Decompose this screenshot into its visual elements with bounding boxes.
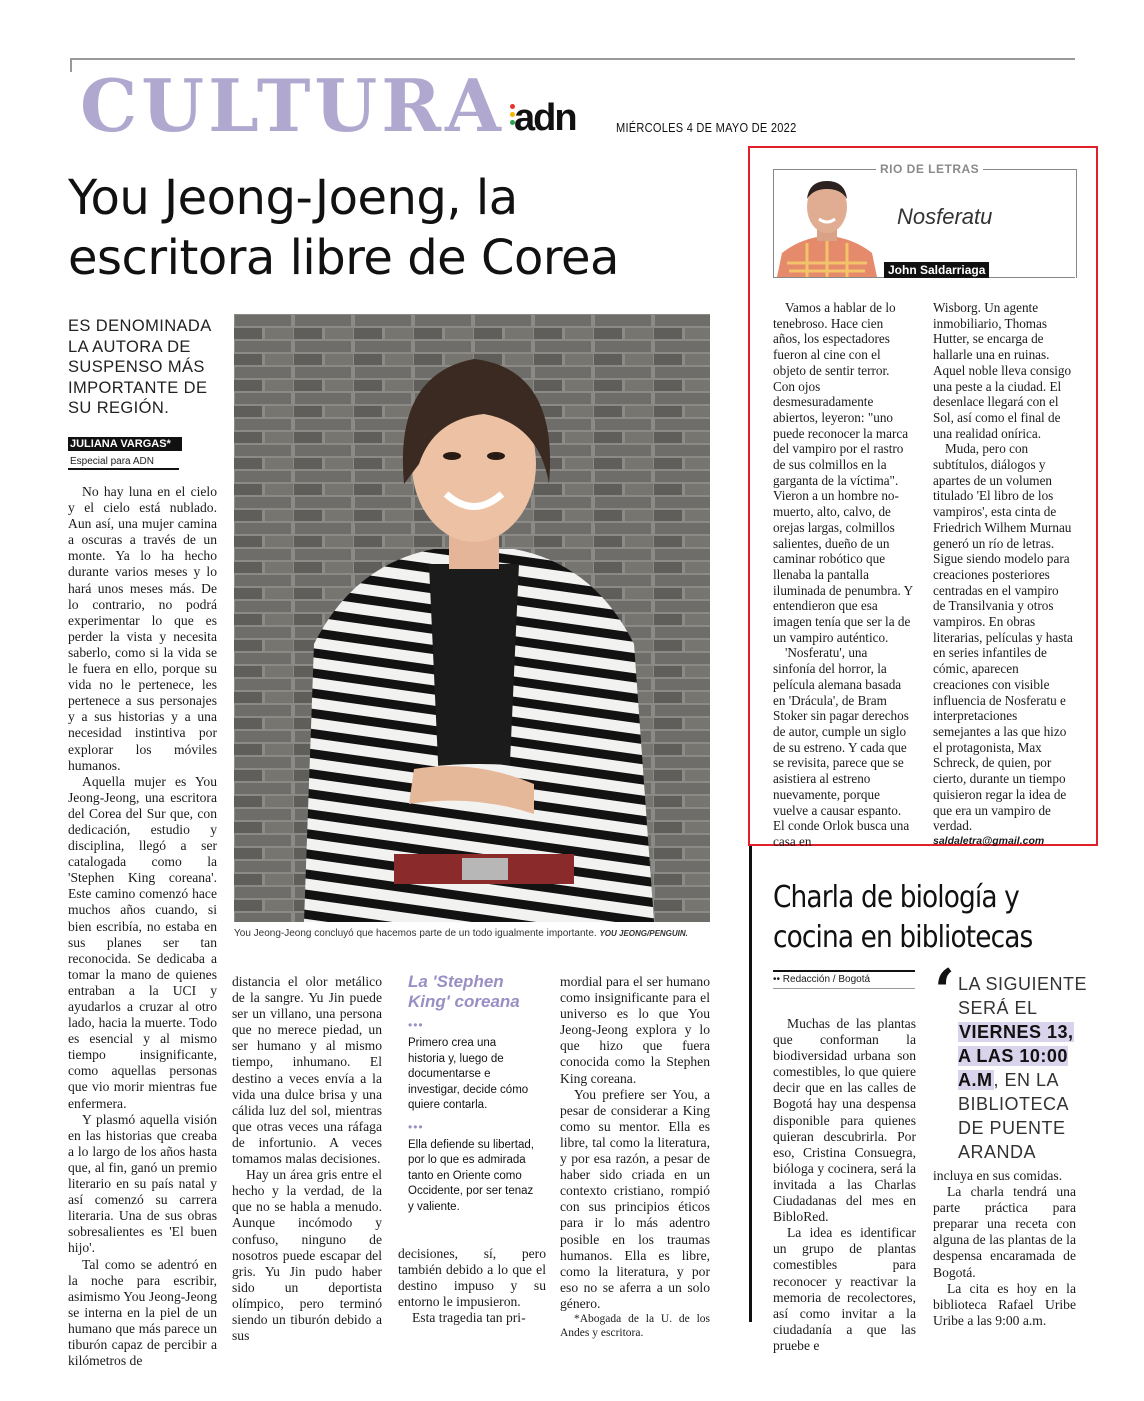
sidebar-item: Primero crea una historia y, luego de documentarse e investigar, decide cómo quiere contarla. — [408, 1037, 529, 1111]
author-photo-illustration — [234, 314, 710, 922]
column-text-left — [773, 300, 913, 850]
photo-caption — [234, 928, 710, 939]
pull-quote-text: , EN LA BIBLIOTECA DE PUENTE ARANDA — [958, 1070, 1069, 1162]
sidebar-dots: ••• — [408, 1018, 424, 1032]
paragraph: Hay un área gris entre el hecho y la verdad, de la que no se habla a menudo. Aunque incómodo y confuso, ninguno de nosotros puede escapar del gris. Yu Jin pudo haber sido un deportista olímpico, pero terminó siendo un tiburón debido a sus — [232, 1167, 382, 1344]
column-title: Nosferatu — [897, 204, 993, 229]
paragraph: Esta tragedia tan pri- — [412, 1310, 526, 1326]
paragraph: Y plasmó aquella visión en las historias que creaba a lo largo de los años hasta que, al fin, ganó un premio literario en su país natal y así comenzó su carrera literaria. Una de sus obras sobresalientes es 'El buen hijo'. — [68, 1111, 217, 1256]
columnist-portrait — [777, 173, 877, 277]
paragraph: La cita es hoy en la biblioteca Rafael Uribe Uribe a las 9:00 a.m. — [933, 1280, 1076, 1328]
footnote: *Abogada de la U. de los Andes y escritora. — [560, 1312, 710, 1339]
columnist-portrait-illustration — [777, 173, 877, 277]
sidebar-title: La 'Stephen King' coreana — [408, 972, 520, 1011]
column-kicker: RIO DE LETRAS — [876, 162, 983, 176]
photo-credit: YOU JEONG/PENGUIN. — [599, 929, 688, 938]
quote-icon: ‘ — [934, 957, 955, 1027]
brief-column-2 — [933, 1168, 1076, 1329]
article-column-4 — [560, 974, 710, 1340]
headline-line: escritora libre de Corea — [68, 230, 619, 286]
author-photo — [234, 314, 710, 922]
article-column-2 — [232, 974, 382, 1344]
headline-line: Charla de biología y — [773, 880, 1019, 915]
columnist-name: John Saldarriaga — [884, 262, 989, 278]
column-divider — [749, 846, 752, 1322]
paragraph: Vamos a hablar de lo tenebroso. Hace cien años, los espectadores fueron al cine con el objeto de sentir terror. Con ojos desmesuradamente abiertos, leyeron: "uno puede reconocer la marca del vampiro por el rastro de sus colmillos en la garganta de la víctima". Vieron a un hombre no-muerto, alto, calvo, de orejas largas, colmillos salientes, dueño de un caminar robótico que llenaba la pantalla iluminada de penumbra. Y entendieron que esa imagen tenía que ser la de un vampiro auténtico. — [773, 300, 913, 645]
paragraph: 'Nosferatu', una sinfonía del horror, la película alemana basada en 'Drácula', de Bram Stoker sin pagar derechos de autor, cumple un siglo de su estreno. Y cada que se revisita, parece que se asistiera al estreno nuevamente, porque vuelve a causar espanto. El conde Orlok busca una casa en — [773, 645, 910, 849]
byline-rule — [68, 468, 179, 470]
columnist-email[interactable]: saldaletra@gmail.com — [933, 834, 1045, 847]
issue-date: MIÉRCOLES 4 DE MAYO DE 2022 — [616, 120, 797, 135]
sidebar-item: Ella defiende su libertad, por lo que es admirada tanto en Oriente como Occidente, por ser tenaz y valiente. — [408, 1138, 534, 1213]
article-deck: ES DENOMINADA LA AUTORA DE SUSPENSO MÁS IMPORTANTE DE SU REGIÓN. — [68, 317, 211, 417]
paragraph: Muchas de las plantas que conforman la biodiversidad urbana son comestibles, lo que quiere decir que en las calles de Bogotá hay una despensa disponible para quienes quieran descubrirla. Por eso, Cristina Consuegra, bióloga y cocinera, será la invitada a las Charlas Ciudadanas del mes en BibloRed. — [773, 1016, 916, 1225]
pull-quote — [958, 972, 1090, 1164]
paragraph: No hay luna en el cielo y el cielo está nublado. Aun así, una mujer camina a oscuras a través de un monte. Ya lo ha hecho durante varios meses y lo hará unos meses más. De lo contrario, no podrá experimentar lo que es perder la vista y necesita saberlo, como si la vida se le fuera en ello, porque su vida no le pertenece, les pertenece a sus personajes y a sus historias y a una necesidad instintiva por explorar los móviles humanos. — [68, 484, 217, 773]
paragraph: mordial para el ser humano como insignificante para el universo es lo que You Jeong-Jeong explora y lo que hizo que fuera conocida como la Stephen King coreana. — [560, 974, 710, 1086]
column-text-right — [933, 300, 1073, 850]
article-headline — [68, 168, 748, 288]
paragraph: La charla tendrá una parte práctica para preparar una receta con alguna de las plantas de la despensa encaramada de Bogotá. — [933, 1184, 1076, 1280]
byline-name: JULIANA VARGAS* — [68, 437, 182, 451]
paragraph: Wisborg. Un agente inmobiliario, Thomas Hutter, se encarga de hallarle una en ruinas. Aquel noble lleva consigo una peste a la ciudad. El desenlace llegará con el Sol, así como el final de una realidad onírica. — [933, 300, 1072, 441]
paragraph: La idea es identificar un grupo de plantas comestibles para reconocer y reactivar la memoria de recolectores, así como invitar a la ciudadanía a que las pruebe e — [773, 1225, 916, 1353]
paragraph: incluya en sus comidas. — [933, 1168, 1063, 1183]
byline-role: Especial para ADN — [70, 456, 154, 467]
paragraph: You prefiere ser You, a pesar de considerar a King como su mentor. Ella es libre, tal como la literatura, y por esa razón, a pesar de haber sido criada en un contexto cristiano, rompió con sus principios éticos para ir lo más adentro posible en los traumas humanos. Ella es libre, como la literatura, y por eso no se aferra a un solo género. — [560, 1086, 710, 1311]
pull-quote-highlight: VIERNES 13, A LAS 10:00 A.M — [958, 1022, 1074, 1090]
brief-byline: •• Redacción / Bogotá — [773, 970, 915, 989]
paragraph: distancia el olor metálico de la sangre. Yu Jin puede ser un villano, una persona que no merece piedad, un ser humano y al mismo tiempo, inhumano. El destino a veces envía a la vida una dulce brisa y una cálida luz del sol, mientras que otras veces una ráfaga de infortunio. A veces tomamos malas decisiones. — [232, 974, 382, 1167]
brand-logo: adn — [514, 97, 576, 139]
facts-sidebar — [408, 972, 536, 1219]
paragraph: Aquella mujer es You Jeong-Jeong, una escritora del Corea del Sur que, con dedicación, estudio y disciplina, llegó a ser catalogada como la 'Stephen King coreana'. Este camino comenzó hace muchos años cuando, si bien escribía, no estaba en sus planes ser tan reconocida. Se dedicaba a tomar la mano de quienes entraban a la UCI y ayudarlos a cruzar al otro lado, hacia la muerte. Todo es esencial y al mismo tiempo insignificante, como aquellas personas que vio morir mientras fue enfermera. — [68, 773, 217, 1111]
brief-headline — [773, 878, 1055, 958]
paragraph: decisiones, sí, pero también debido a lo que el destino impuso y su entorno le impusieron. — [398, 1246, 546, 1310]
header-rule — [70, 58, 1075, 60]
pull-quote-text: LA SIGUIENTE SERÁ EL — [958, 974, 1088, 1018]
article-column-1 — [68, 484, 217, 1369]
paragraph: Muda, pero con subtítulos, diálogos y apartes de un volumen titulado 'El libro de los vampiros', esta cinta de Friedrich Wilhem Murnau generó un río de letras. Sigue siendo modelo para creaciones posteriores centradas en el vampiro de Transilvania y otros vampiros. En obras literarias, películas y hasta en series infantiles de cómic, aparecen creaciones con visible influencia de Nosferatu e interpretaciones semejantes a las que hizo el protagonista, Max Schreck, de quien, por cierto, durante un tiempo quisieron regar la idea de que era un vampiro de verdad. — [933, 441, 1073, 834]
paragraph: Tal como se adentró en la noche para escribir, asimismo You Jeong-Jeong se interna en la piel de un humano que más parece un tiburón capaz de percibir a kilómetros de — [68, 1256, 217, 1369]
section-title: CULTURA — [80, 63, 505, 148]
header-rule-tick — [70, 58, 72, 72]
sidebar-dots: ••• — [408, 1119, 424, 1134]
article-column-3 — [398, 1246, 546, 1326]
brief-column-1 — [773, 1016, 916, 1354]
headline-line: You Jeong-Joeng, la — [68, 170, 518, 226]
caption-text: You Jeong-Jeong concluyó que hacemos parte de un todo igualmente importante. — [234, 928, 597, 939]
headline-line: cocina en bibliotecas — [773, 920, 1033, 955]
